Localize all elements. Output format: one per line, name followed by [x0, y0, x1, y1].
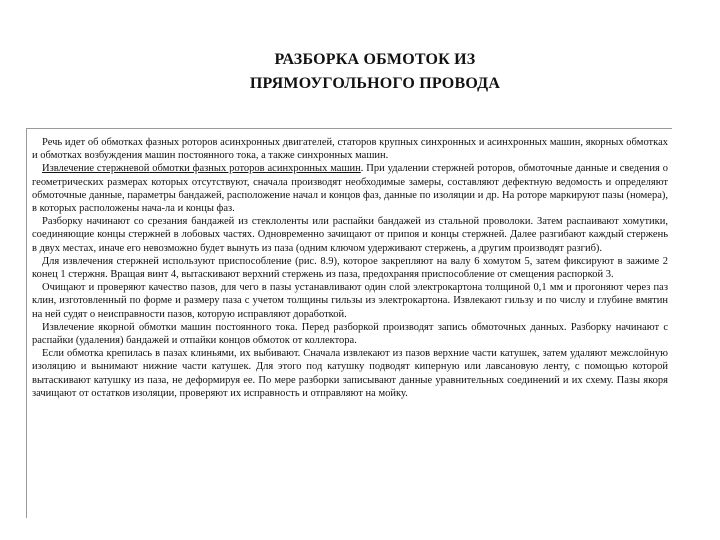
body-text	[32, 136, 668, 400]
section-heading-rotor-bars: Извлечение стержневой обмотки фазных роторов асинхронных машин	[42, 163, 361, 175]
paragraph-2	[32, 162, 668, 215]
page-title	[150, 48, 600, 96]
paragraph-4: Для извлечения стержней используют приспособление (рис. 8.9), которое закрепляют на валу 6 хомутом 5, затем фиксируют в зажиме 2 конец 1 стержня. Вращая винт 4, вытаскивают верхний стержень из паза, предохраняя приспособление от смещения распоркой 3.	[32, 255, 668, 281]
paragraph-7: Если обмотка крепилась в пазах клиньями, их выбивают. Сначала извлекают из пазов верхние части катушек, затем удаляют межслойную изоляцию и вынимают нижние части катушек. Для этого под катушку подводят киперную или лавсановую ленту, с помощью которой вытаскивают катушку из паза, не деформируя ее. По мере разборки записывают данные уравнительных соединений и их схему. Пазы якоря зачищают от остатков изоляции, проверяют их исправность и отправляют на мойку.	[32, 348, 668, 399]
title-line-1: РАЗБОРКА ОБМОТОК ИЗ	[274, 51, 476, 68]
paragraph-2-text: . При удалении стержней роторов, обмоточные данные и сведения о геометрических размерах которых отсутствуют, сначала производят необходимые замеры, составляют дефектную ведомость и определяют обмоточные данные, параметры бандажей, расположение начал и концов фаз, данные по изоляции и др. На роторе маркируют пазы (номера), в которых расположены нача-ла и концы фаз.	[32, 163, 668, 215]
decorative-left-rule	[26, 128, 27, 518]
paragraph-1: Речь идет об обмотках фазных роторов асинхронных двигателей, статоров крупных синхронных и асинхронных машин, якорных обмотках и обмотках возбуждения машин постоянного тока, а также синхронных машин.	[32, 137, 668, 162]
paragraph-6: Извлечение якорной обмотки машин постоянного тока. Перед разборкой производят запись обмоточных данных. Разборку начинают с распайки (удаления) бандажей и отпайки концов обмоток от коллектора.	[32, 321, 668, 347]
paragraph-3: Разборку начинают со срезания бандажей из стеклоленты или распайки бандажей из стальной проволоки. Затем распаивают хомутики, соединяющие концы стержней в лобовых частях. Одновременно зачищают от припоя и концы стержней. Далее разгибают каждый стержень в двух местах, иначе его невозможно будет вынуть из паза (одним ключом удерживают стержень, а другим производят разгиб).	[32, 216, 668, 254]
paragraph-5: Очищают и проверяют качество пазов, для чего в пазы устанавливают один слой электрокартона толщиной 0,1 мм и прогоняют через паз клин, изготовленный по форме и размеру паза с учетом толщины гильзы из электрокартона. Извлекают гильзу и по числу и глубине вмятин на ней судят о неисправности пазов, которую исправляют доработкой.	[32, 282, 668, 320]
decorative-top-rule	[26, 128, 672, 129]
title-line-2: ПРЯМОУГОЛЬНОГО ПРОВОДА	[249, 75, 501, 92]
